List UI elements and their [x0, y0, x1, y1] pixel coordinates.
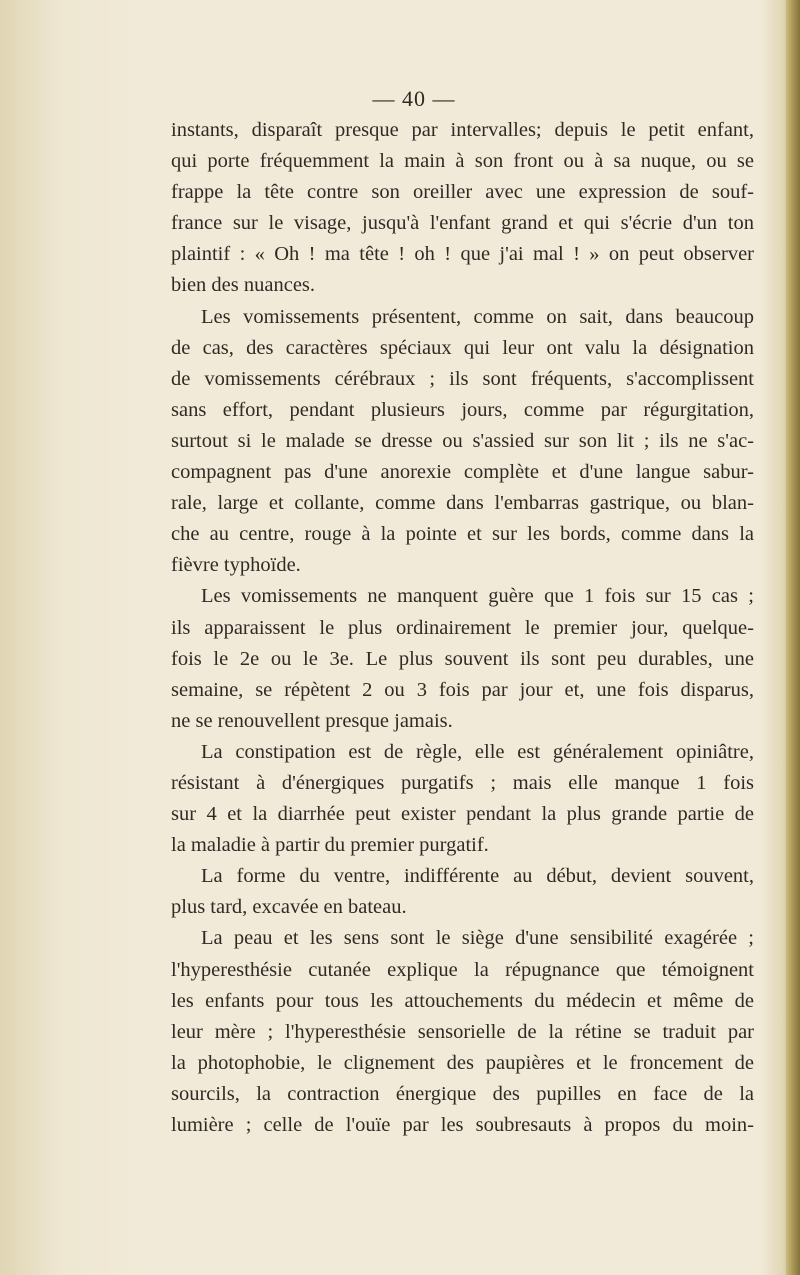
text-line: fois le 2e ou le 3e. Le plus souvent ils sont peu durables, une — [171, 647, 754, 670]
text-line: bien des nuances. — [171, 274, 316, 297]
text-line: les enfants pour tous les attouchements du médecin et même de — [171, 989, 754, 1012]
text-line: la photophobie, le clignement des paupières et le froncement de — [171, 1051, 754, 1074]
page-edge-binding — [786, 0, 800, 1275]
text-line: Les vomissements présentent, comme on sait, dans beaucoup — [201, 305, 754, 328]
text-line: La constipation est de règle, elle est généralement opiniâtre, — [201, 740, 754, 763]
text-line: sans effort, pendant plusieurs jours, comme par régurgitation, — [171, 398, 754, 421]
text-line: sourcils, la contraction énergique des pupilles en face de la — [171, 1082, 754, 1105]
text-line: instants, disparaît presque par intervalles; depuis le petit enfant, — [171, 119, 754, 141]
text-line: qui porte fréquemment la main à son front ou à sa nuque, ou se — [171, 150, 754, 173]
text-line: de cas, des caractères spéciaux qui leur ont valu la désignation — [171, 336, 754, 359]
text-line: la maladie à partir du premier purgatif. — [171, 834, 489, 857]
text-line: frappe la tête contre son oreiller avec une expression de souf- — [171, 181, 754, 204]
text-line: Les vomissements ne manquent guère que 1 fois sur 15 cas ; — [201, 585, 754, 608]
page-number: — 40 — — [372, 86, 456, 111]
text-line: plaintif : « Oh ! ma tête ! oh ! que j'ai mal ! » on peut observer — [171, 243, 754, 266]
body-text — [171, 115, 754, 1141]
text-line: ils apparaissent le plus ordinairement le premier jour, quelque- — [171, 616, 754, 639]
text-line: résistant à d'énergiques purgatifs ; mais elle manque 1 fois — [171, 771, 754, 794]
text-line: sur 4 et la diarrhée peut exister pendant la plus grande partie de — [171, 803, 754, 826]
text-line: fièvre typhoïde. — [171, 554, 301, 577]
text-line: ne se renouvellent presque jamais. — [171, 709, 453, 732]
text-line: semaine, se répètent 2 ou 3 fois par jour et, une fois disparus, — [171, 678, 754, 701]
text-line: surtout si le malade se dresse ou s'assied sur son lit ; ils ne s'ac- — [171, 429, 754, 452]
text-line: de vomissements cérébraux ; ils sont fréquents, s'accomplissent — [171, 367, 754, 390]
text-line: compagnent pas d'une anorexie complète et d'une langue sabur- — [171, 461, 754, 484]
text-line: france sur le visage, jusqu'à l'enfant grand et qui s'écrie d'un ton — [171, 212, 754, 235]
text-line: plus tard, excavée en bateau. — [171, 896, 407, 919]
text-line: che au centre, rouge à la pointe et sur les bords, comme dans la — [171, 523, 754, 546]
text-line: La forme du ventre, indifférente au début, devient souvent, — [201, 865, 754, 888]
text-line: La peau et les sens sont le siège d'une sensibilité exagérée ; — [201, 927, 754, 950]
text-line: rale, large et collante, comme dans l'embarras gastrique, ou blan- — [171, 492, 754, 515]
text-line: l'hyperesthésie cutanée explique la répugnance que témoignent — [171, 958, 754, 981]
text-line: leur mère ; l'hyperesthésie sensorielle de la rétine se traduit par — [171, 1020, 754, 1043]
text-line: lumière ; celle de l'ouïe par les soubresauts à propos du moin- — [171, 1114, 754, 1136]
